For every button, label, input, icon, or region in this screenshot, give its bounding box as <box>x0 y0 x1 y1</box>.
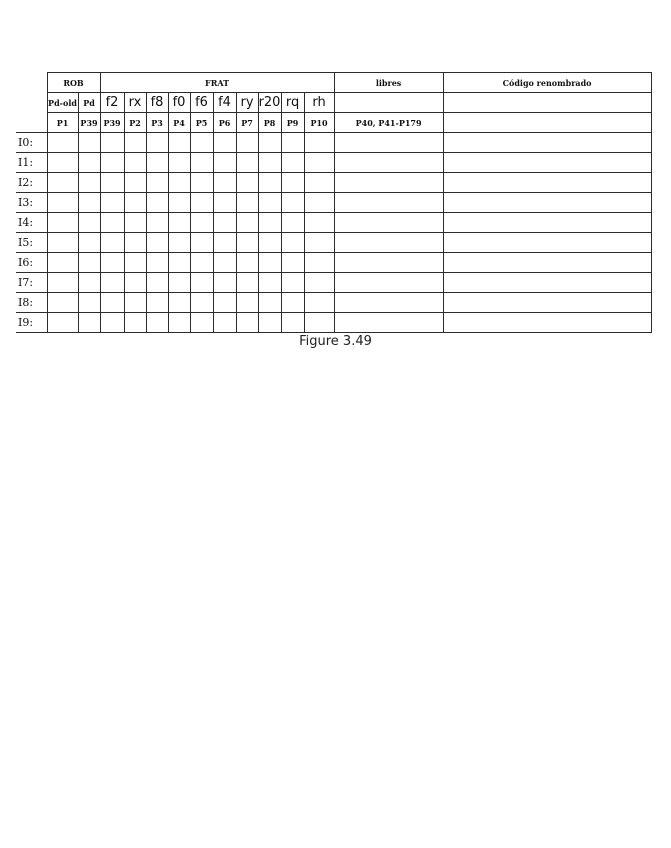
instruction-row <box>16 193 651 213</box>
answer-cell <box>100 273 124 293</box>
answer-cell <box>258 153 281 173</box>
answer-cell <box>100 233 124 253</box>
answer-cell <box>124 313 146 333</box>
frat-value-f4: P6 <box>213 113 236 133</box>
answer-cell <box>190 273 213 293</box>
arch-reg-r20: r20 <box>258 93 281 113</box>
answer-cell <box>443 253 651 273</box>
answer-cell <box>168 253 190 273</box>
instruction-label: I9: <box>16 313 47 333</box>
answer-cell <box>168 313 190 333</box>
answer-cell <box>146 173 168 193</box>
pd-old-header: Pd-old <box>47 93 78 113</box>
answer-cell <box>168 173 190 193</box>
answer-cell <box>258 233 281 253</box>
answer-cell <box>168 133 190 153</box>
answer-cell <box>213 253 236 273</box>
answer-cell <box>146 213 168 233</box>
answer-cell <box>168 213 190 233</box>
answer-cell <box>334 293 443 313</box>
answer-cell <box>100 253 124 273</box>
answer-cell <box>124 213 146 233</box>
answer-cell <box>146 153 168 173</box>
codigo-renombrado-header: Código renombrado <box>443 73 651 93</box>
frat-header: FRAT <box>100 73 334 93</box>
answer-cell <box>304 233 334 253</box>
corner-cell <box>16 73 47 93</box>
answer-cell <box>443 293 651 313</box>
answer-cell <box>213 193 236 213</box>
answer-cell <box>443 233 651 253</box>
answer-cell <box>236 273 258 293</box>
answer-cell <box>258 173 281 193</box>
answer-cell <box>443 273 651 293</box>
answer-cell <box>78 213 100 233</box>
answer-cell <box>334 273 443 293</box>
answer-cell <box>304 213 334 233</box>
answer-cell <box>190 213 213 233</box>
answer-cell <box>258 253 281 273</box>
answer-cell <box>190 153 213 173</box>
answer-cell <box>190 233 213 253</box>
answer-cell <box>47 133 78 153</box>
answer-cell <box>304 253 334 273</box>
answer-cell <box>168 193 190 213</box>
answer-cell <box>47 153 78 173</box>
answer-cell <box>281 153 304 173</box>
answer-cell <box>258 133 281 153</box>
instruction-label: I0: <box>16 133 47 153</box>
answer-cell <box>190 293 213 313</box>
answer-cell <box>100 153 124 173</box>
answer-cell <box>47 173 78 193</box>
answer-cell <box>213 273 236 293</box>
libres-empty-cell <box>334 93 443 113</box>
answer-cell <box>236 233 258 253</box>
instruction-row <box>16 133 651 153</box>
answer-cell <box>258 213 281 233</box>
instruction-rows <box>16 133 651 333</box>
register-renaming-table <box>16 72 652 333</box>
answer-cell <box>190 253 213 273</box>
answer-cell <box>168 293 190 313</box>
frat-value-rh: P10 <box>304 113 334 133</box>
answer-cell <box>146 233 168 253</box>
answer-cell <box>100 213 124 233</box>
instruction-label: I3: <box>16 193 47 213</box>
answer-cell <box>281 133 304 153</box>
instruction-label: I8: <box>16 293 47 313</box>
instruction-label: I6: <box>16 253 47 273</box>
answer-cell <box>236 313 258 333</box>
instruction-label: I2: <box>16 173 47 193</box>
answer-cell <box>78 273 100 293</box>
rob-pd-value: P39 <box>78 113 100 133</box>
answer-cell <box>304 133 334 153</box>
answer-cell <box>334 173 443 193</box>
arch-reg-f2: f2 <box>100 93 124 113</box>
instruction-row <box>16 253 651 273</box>
answer-cell <box>334 153 443 173</box>
answer-cell <box>124 153 146 173</box>
rob-pd-old-value: P1 <box>47 113 78 133</box>
figure-caption: Figure 3.49 <box>299 334 372 349</box>
pd-header: Pd <box>78 93 100 113</box>
answer-cell <box>304 193 334 213</box>
arch-reg-rh: rh <box>304 93 334 113</box>
answer-cell <box>168 273 190 293</box>
answer-cell <box>213 213 236 233</box>
answer-cell <box>304 173 334 193</box>
answer-cell <box>334 233 443 253</box>
answer-cell <box>47 293 78 313</box>
instruction-row <box>16 233 651 253</box>
answer-cell <box>213 153 236 173</box>
answer-cell <box>281 253 304 273</box>
answer-cell <box>281 213 304 233</box>
instruction-row <box>16 313 651 333</box>
answer-cell <box>334 193 443 213</box>
answer-cell <box>443 193 651 213</box>
answer-cell <box>213 313 236 333</box>
group-header-row <box>16 73 651 93</box>
answer-cell <box>124 293 146 313</box>
arch-reg-f6: f6 <box>190 93 213 113</box>
answer-cell <box>78 193 100 213</box>
answer-cell <box>213 173 236 193</box>
answer-cell <box>168 233 190 253</box>
frat-value-rq: P9 <box>281 113 304 133</box>
answer-cell <box>443 213 651 233</box>
answer-cell <box>124 173 146 193</box>
answer-cell <box>334 253 443 273</box>
frat-value-r20: P8 <box>258 113 281 133</box>
answer-cell <box>258 293 281 313</box>
answer-cell <box>78 253 100 273</box>
answer-cell <box>258 193 281 213</box>
answer-cell <box>100 293 124 313</box>
answer-cell <box>78 313 100 333</box>
instruction-label: I4: <box>16 213 47 233</box>
frat-value-f6: P5 <box>190 113 213 133</box>
answer-cell <box>124 253 146 273</box>
answer-cell <box>124 233 146 253</box>
answer-cell <box>47 273 78 293</box>
answer-cell <box>304 293 334 313</box>
answer-cell <box>236 173 258 193</box>
libres-value: P40, P41-P179 <box>334 113 443 133</box>
answer-cell <box>281 233 304 253</box>
answer-cell <box>124 133 146 153</box>
instruction-row <box>16 273 651 293</box>
answer-cell <box>146 273 168 293</box>
answer-cell <box>124 273 146 293</box>
answer-cell <box>100 173 124 193</box>
instruction-row <box>16 293 651 313</box>
answer-cell <box>334 313 443 333</box>
answer-cell <box>213 133 236 153</box>
answer-cell <box>190 313 213 333</box>
answer-cell <box>190 193 213 213</box>
answer-cell <box>47 233 78 253</box>
answer-cell <box>236 213 258 233</box>
answer-cell <box>78 293 100 313</box>
answer-cell <box>190 173 213 193</box>
frat-value-f0: P4 <box>168 113 190 133</box>
answer-cell <box>213 293 236 313</box>
instruction-label: I7: <box>16 273 47 293</box>
answer-cell <box>334 213 443 233</box>
answer-cell <box>443 153 651 173</box>
answer-cell <box>281 173 304 193</box>
answer-cell <box>47 193 78 213</box>
answer-cell <box>47 213 78 233</box>
answer-cell <box>190 133 213 153</box>
answer-cell <box>78 153 100 173</box>
arch-reg-f8: f8 <box>146 93 168 113</box>
answer-cell <box>304 273 334 293</box>
arch-reg-f0: f0 <box>168 93 190 113</box>
answer-cell <box>236 133 258 153</box>
instruction-row <box>16 173 651 193</box>
frat-value-f2: P39 <box>100 113 124 133</box>
answer-cell <box>236 153 258 173</box>
frat-value-rx: P2 <box>124 113 146 133</box>
register-name-row <box>16 93 651 113</box>
answer-cell <box>146 313 168 333</box>
answer-cell <box>304 153 334 173</box>
answer-cell <box>168 153 190 173</box>
answer-cell <box>258 313 281 333</box>
rob-header: ROB <box>47 73 100 93</box>
answer-cell <box>100 133 124 153</box>
answer-cell <box>78 173 100 193</box>
answer-cell <box>281 273 304 293</box>
arch-reg-f4: f4 <box>213 93 236 113</box>
answer-cell <box>304 313 334 333</box>
codigo-empty-cell <box>443 93 651 113</box>
answer-cell <box>124 193 146 213</box>
instruction-row <box>16 153 651 173</box>
answer-cell <box>334 133 443 153</box>
answer-cell <box>100 313 124 333</box>
corner-cell <box>16 93 47 113</box>
answer-cell <box>47 313 78 333</box>
answer-cell <box>146 253 168 273</box>
arch-reg-rx: rx <box>124 93 146 113</box>
answer-cell <box>236 193 258 213</box>
arch-reg-rq: rq <box>281 93 304 113</box>
instruction-label: I5: <box>16 233 47 253</box>
answer-cell <box>258 273 281 293</box>
answer-cell <box>281 193 304 213</box>
answer-cell <box>146 293 168 313</box>
answer-cell <box>236 293 258 313</box>
answer-cell <box>47 253 78 273</box>
codigo-value <box>443 113 651 133</box>
answer-cell <box>443 133 651 153</box>
answer-cell <box>281 313 304 333</box>
instruction-row <box>16 213 651 233</box>
corner-cell <box>16 113 47 133</box>
answer-cell <box>281 293 304 313</box>
arch-reg-ry: ry <box>236 93 258 113</box>
answer-cell <box>146 133 168 153</box>
answer-cell <box>146 193 168 213</box>
answer-cell <box>100 193 124 213</box>
answer-cell <box>213 233 236 253</box>
answer-cell <box>443 173 651 193</box>
frat-value-f8: P3 <box>146 113 168 133</box>
libres-header: libres <box>334 73 443 93</box>
answer-cell <box>443 313 651 333</box>
frat-value-ry: P7 <box>236 113 258 133</box>
initial-state-row <box>16 113 651 133</box>
answer-cell <box>78 133 100 153</box>
answer-cell <box>78 233 100 253</box>
answer-cell <box>236 253 258 273</box>
instruction-label: I1: <box>16 153 47 173</box>
